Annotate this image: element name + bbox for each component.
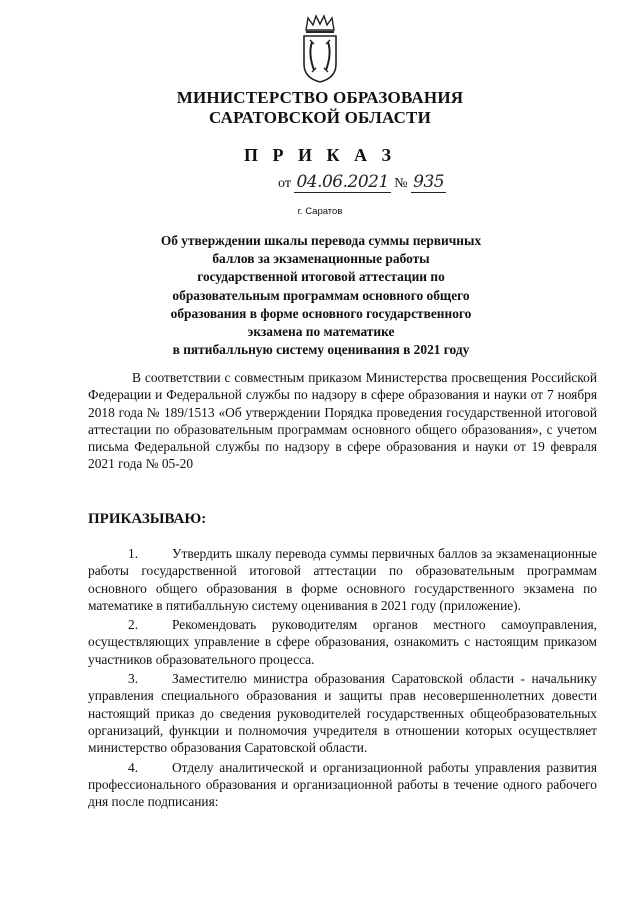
order-from-label: от bbox=[278, 176, 291, 191]
order-date-number bbox=[278, 172, 446, 196]
order-subject bbox=[140, 232, 502, 359]
decree-item bbox=[88, 670, 597, 756]
subject-line: в пятибалльную систему оценивания в 2021 году bbox=[172, 342, 470, 358]
item-text: Заместителю министра образования Саратовской области - начальнику управления специального образования и защиты прав несовершеннолетних довести настоящий приказ до сведения руководителей государственных общеобразовательных организаций, функции и полномочия учредителя в отношении которых осуществляет министерство образования Саратовской области. bbox=[88, 671, 597, 756]
item-number: 3. bbox=[128, 671, 139, 687]
item-number: 1. bbox=[128, 546, 139, 561]
decree-item bbox=[88, 545, 597, 614]
subject-line: экзамена по математике bbox=[247, 324, 395, 340]
order-title: П Р И К А З bbox=[243, 145, 397, 165]
decree-item bbox=[88, 759, 597, 811]
preamble-paragraph: В соответствии с совместным приказом Министерства просвещения Российской Федерации и Федеральной службы по надзору в сфере образования и науки от 7 ноября 2018 года № 189/1513 «Об утверждении Порядка проведения государственной итоговой аттестации по образовательным программам основного общего образования», с учетом письма Федеральной службы по надзору в сфере образования и науки от 19 февраля 2021 года № 05-20 bbox=[88, 370, 597, 472]
order-number: 935 bbox=[413, 172, 445, 192]
item-number: 4. bbox=[128, 759, 139, 775]
item-text: Утвердить шкалу перевода суммы первичных баллов за экзаменационные работы государственной итоговой аттестации по образовательным программам основного общего образования в форме основного государственного экзамена по математике в пятибалльную систему оценивания в 2021 году (приложение). bbox=[88, 546, 597, 613]
ministry-name bbox=[0, 88, 640, 128]
subject-line: государственной итоговой аттестации по bbox=[197, 269, 445, 285]
item-text: Отделу аналитической и организационной работы управления развития профессионального образования и организационной работы в течение одного рабочего дня после подписания: bbox=[88, 759, 597, 810]
ministry-name-line2: САРАТОВСКОЙ ОБЛАСТИ bbox=[208, 108, 432, 127]
item-number: 2. bbox=[128, 617, 139, 633]
saratov-coat-of-arms-icon bbox=[298, 14, 342, 84]
city: г. Саратов bbox=[297, 206, 343, 217]
decree-items bbox=[88, 545, 597, 812]
decree-item bbox=[88, 616, 597, 668]
item-text: Рекомендовать руководителям органов местного самоуправления, осуществляющих управление в сфере образования, ознакомить с настоящим приказом участников образовательного процесса. bbox=[88, 617, 597, 667]
order-number-label: № bbox=[394, 176, 408, 191]
subject-line: образовательным программам основного общего bbox=[172, 287, 470, 303]
order-date: 04.06.2021 bbox=[296, 172, 389, 192]
subject-line: образования в форме основного государственного bbox=[170, 305, 472, 321]
subject-line: Об утверждении шкалы перевода суммы первичных bbox=[160, 233, 482, 248]
decree-heading: ПРИКАЗЫВАЮ: bbox=[88, 511, 207, 527]
ministry-name-line1: МИНИСТЕРСТВО ОБРАЗОВАНИЯ bbox=[176, 88, 464, 107]
subject-line: баллов за экзаменационные работы bbox=[212, 251, 430, 267]
